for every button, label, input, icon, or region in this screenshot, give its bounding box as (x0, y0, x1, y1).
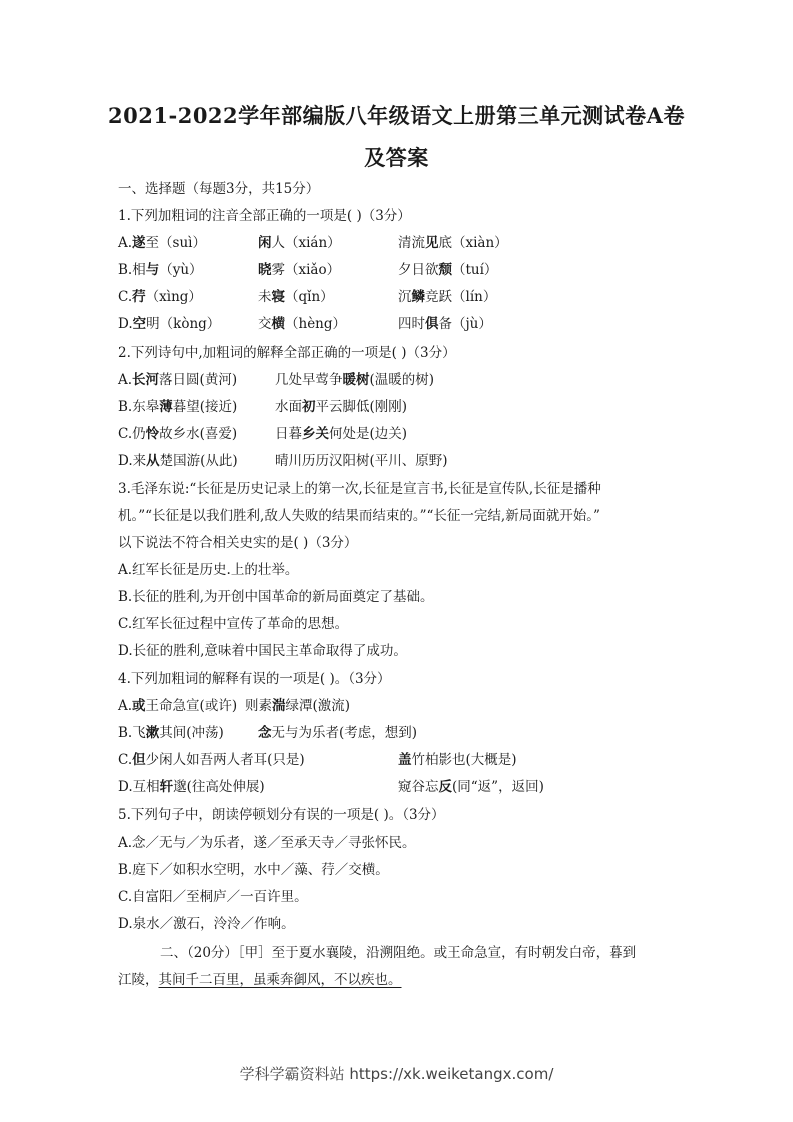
option-text: (同“返”，返回) (452, 779, 544, 795)
q1-row4-col2 (258, 315, 346, 333)
option-text: D. (118, 316, 133, 332)
q3-option-c: C.红军长征过程中宣传了革命的思想。 (118, 616, 349, 632)
q3-stem-line3: 以下说法不符合相关史实的是( )（3分） (118, 535, 358, 551)
option-text: 则素 (245, 698, 272, 714)
section2-line2-prefix: 江陵， (118, 972, 159, 988)
option-text: 人（xián） (271, 235, 341, 251)
q3-option-d: D.长征的胜利,意味着中国民主革命取得了成功。 (118, 643, 407, 659)
option-text: （yù） (159, 262, 203, 278)
option-text: 沉 (398, 289, 412, 305)
q4-stem: 4.下列加粗词的解释有误的一项是( )。（3分） (118, 671, 391, 687)
option-text: 窥谷忘 (398, 779, 439, 795)
bold-word: 闲 (258, 235, 272, 251)
option-text: 晴川历历汉阳树(平川、原野) (275, 453, 448, 469)
option-text: 邈(往高处伸展) (173, 779, 265, 795)
option-text: B.相 (118, 262, 146, 278)
option-text: （xìng） (145, 289, 202, 305)
q4-row4-col2 (398, 778, 544, 796)
q4-row2-col2 (258, 724, 417, 742)
bold-word: 鳞 (411, 289, 425, 305)
bold-word: 初 (302, 399, 316, 415)
q3-option-a: A.红军长征是历史.上的壮举。 (118, 562, 299, 578)
q2-row4-col2 (275, 452, 448, 470)
option-text: C. (118, 752, 133, 768)
option-text: 备（jù） (438, 316, 492, 332)
option-text: A. (118, 372, 133, 388)
option-text: 竹柏影也(大概是) (411, 752, 517, 768)
bold-word: 或 (132, 698, 146, 714)
q5-option-a: A.念／无与／为乐者，遂／至承天寺／寻张怀民。 (118, 835, 416, 851)
option-text: 清流 (398, 235, 425, 251)
q4-row4-col1 (118, 778, 265, 796)
q4-row2-col1 (118, 724, 224, 742)
bold-word: 颓 (438, 262, 452, 278)
option-text: D.互相 (118, 779, 160, 795)
bold-word: 反 (438, 779, 452, 795)
bold-word: 漱 (145, 725, 160, 741)
q1-row4-col3 (398, 315, 492, 333)
option-text: （tuí） (452, 262, 498, 278)
q3-option-b: B.长征的胜利,为开创中国革命的新局面奠定了基础。 (118, 589, 434, 605)
section1-heading: 一、选择题（每题3分，共15分） (118, 181, 320, 197)
option-text: A. (118, 235, 133, 251)
option-text: (温暖的树) (369, 372, 435, 388)
q2-row2-col2 (275, 398, 407, 416)
q3-stem-line2: 机。”“长征是以我们胜利,敌人失败的结果而结束的。”“长征一完结,新局面就开始。” (118, 508, 600, 524)
q2-row1-col1 (118, 371, 237, 389)
q3-stem-line1: 3.毛泽东说:“长征是历史记录上的第一次,长征是宣言书,长征是宣传队,长征是播种 (118, 481, 601, 497)
option-text: 少闲人如吾两人者耳(只是) (145, 752, 305, 768)
section2-underlined-sentence: 其间千二百里，虽乘奔御风，不以疾也。 (158, 972, 402, 988)
option-text: 无与为乐者(考虑，想到) (271, 725, 418, 741)
option-text: 未 (258, 289, 272, 305)
q5-option-d: D.泉水／激石，泠泠／作响。 (118, 916, 295, 932)
option-text: B.飞 (118, 725, 146, 741)
bold-word: 寝 (271, 289, 285, 305)
option-text: 几处早莺争 (275, 372, 343, 388)
q2-row1-col2 (275, 371, 434, 389)
option-text: （qǐn） (285, 289, 334, 305)
q4-row1-col2 (245, 697, 350, 715)
option-text: 日暮 (275, 426, 302, 442)
page-title-line1: 2021-2022学年部编版八年级语文上册第三单元测试卷A卷 (108, 103, 685, 128)
option-text: 楚国游(从此) (159, 453, 238, 469)
option-text: 何处是(边关) (329, 426, 408, 442)
bold-word: 暖树 (342, 372, 370, 388)
bold-word: 怜 (145, 426, 160, 442)
q5-option-b: B.庭下／如积水空明，水中／藻、荇／交横。 (118, 862, 389, 878)
bold-word: 薄 (159, 399, 173, 415)
bold-word: 空 (132, 316, 147, 332)
bold-word: 湍 (272, 698, 286, 714)
bold-word: 横 (271, 316, 285, 332)
bold-word: 乡关 (302, 426, 329, 442)
option-text: 夕日欲 (398, 262, 439, 278)
option-text: 四时 (398, 316, 425, 332)
q1-row3-col3 (398, 288, 496, 306)
option-text: 平云脚低(刚刚) (315, 399, 408, 415)
bold-word: 从 (146, 453, 160, 469)
section2-line2 (118, 971, 402, 989)
option-text: 交 (258, 316, 272, 332)
bold-word: 与 (145, 262, 160, 278)
option-text: 水面 (275, 399, 302, 415)
option-text: 落日圆(黄河) (159, 372, 238, 388)
bold-word: 俱 (425, 316, 439, 332)
q1-row4-col1 (118, 315, 220, 333)
option-text: 绿潭(激流) (285, 698, 351, 714)
q2-row2-col1 (118, 398, 237, 416)
q5-option-c: C.自富阳／至桐庐／一百许里。 (118, 889, 308, 905)
option-text: 王命急宣(或许) (145, 698, 238, 714)
q1-row2-col1 (118, 261, 203, 279)
option-text: 暮望(接近) (172, 399, 238, 415)
option-text: 竞跃（lín） (425, 289, 497, 305)
bold-word: 盖 (398, 752, 412, 768)
q1-row2-col3 (398, 261, 497, 279)
q2-stem: 2.下列诗句中,加粗词的解释全部正确的一项是( )（3分） (118, 345, 456, 361)
q5-stem: 5.下列句子中，朗读停顿划分有误的一项是( )。（3分） (118, 807, 445, 823)
q1-row3-col2 (258, 288, 334, 306)
option-text: 明（kòng） (146, 316, 221, 332)
q1-stem: 1.下列加粗词的注音全部正确的一项是( )（3分） (118, 208, 411, 224)
section2-line1: 二、（20分）［甲］至于夏水襄陵，沿溯阻绝。或王命急宣，有时朝发白帝，暮到 (160, 945, 637, 961)
option-text: C.仍 (118, 426, 146, 442)
bold-word: 遂 (132, 235, 146, 251)
q1-row1-col2 (258, 234, 341, 252)
bold-word: 轩 (159, 779, 174, 795)
q2-row3-col2 (275, 425, 407, 443)
bold-word: 但 (132, 752, 146, 768)
option-text: （hèng） (285, 316, 347, 332)
option-text: B.东皋 (118, 399, 160, 415)
option-text: 底（xiàn） (438, 235, 508, 251)
option-text: C. (118, 289, 133, 305)
option-text: 其间(冲荡) (159, 725, 224, 741)
q1-row3-col1 (118, 288, 202, 306)
q2-row4-col1 (118, 452, 238, 470)
footer-watermark: 学科学霸资料站 https://xk.weiketangx.com/ (239, 1065, 554, 1083)
bold-word: 荇 (132, 289, 146, 305)
q2-row3-col1 (118, 425, 237, 443)
bold-word: 见 (425, 235, 439, 251)
bold-word: 晓 (258, 262, 272, 278)
option-text: D.来 (118, 453, 147, 469)
q4-row3-col2 (398, 751, 517, 769)
q1-row1-col3 (398, 234, 508, 252)
option-text: 雾（xiǎo） (271, 262, 341, 278)
page-title-line2: 及答案 (364, 145, 429, 170)
q4-row3-col1 (118, 751, 305, 769)
option-text: 至（suì） (145, 235, 206, 251)
bold-word: 长河 (132, 372, 160, 388)
q1-row2-col2 (258, 261, 340, 279)
q4-row1-col1 (118, 697, 237, 715)
option-text: A. (118, 698, 133, 714)
q1-row1-col1 (118, 234, 206, 252)
option-text: 故乡水(喜爱) (159, 426, 238, 442)
bold-word: 念 (258, 725, 272, 741)
